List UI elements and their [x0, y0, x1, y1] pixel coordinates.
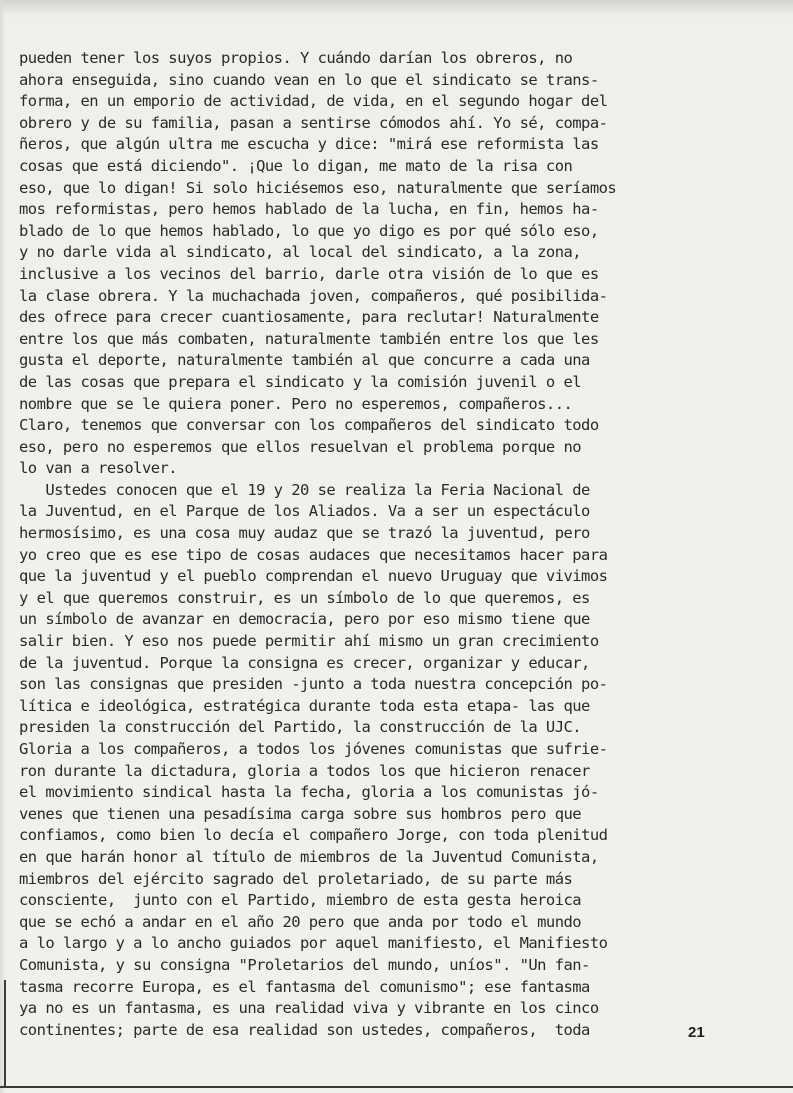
- text-line: mos reformistas, pero hemos hablado de la lucha, en fin, hemos ha-: [19, 200, 599, 219]
- text-line: la Juventud, en el Parque de los Aliados. Va a ser un espectáculo: [19, 502, 590, 521]
- text-line: forma, en un emporio de actividad, de vida, en el segundo hogar del: [19, 92, 608, 111]
- text-line: cosas que está diciendo". ¡Que lo digan, me mato de la risa con: [19, 156, 573, 175]
- page-top-shadow: [0, 0, 793, 14]
- text-line: yo creo que es ese tipo de cosas audaces que necesitamos hacer para: [19, 545, 608, 564]
- text-line: Gloria a los compañeros, a todos los jóvenes comunistas que sufrie-: [19, 740, 608, 758]
- text-line: pueden tener los suyos propios. Y cuándo darían los obreros, no: [19, 49, 573, 67]
- page-left-edge: [0, 0, 6, 1093]
- text-line: obrero y de su familia, pasan a sentirse cómodos ahí. Yo sé, compa-: [19, 113, 608, 132]
- text-line: en que harán honor al título de miembros de la Juventud Comunista,: [19, 847, 599, 866]
- page-corner-vertical-rule: [4, 980, 6, 1088]
- text-line: consciente, junto con el Partido, miembro de esta gesta heroica: [19, 891, 582, 910]
- text-line: tasma recorre Europa, es el fantasma del comunismo"; ese fantasma: [19, 977, 590, 996]
- text-line: y no darle vida al sindicato, al local del sindicato, a la zona,: [19, 243, 582, 262]
- text-line: confiamos, como bien lo decía el compañero Jorge, con toda plenitud: [19, 826, 608, 845]
- text-line: eso, que lo digan! Si solo hiciésemos eso, naturalmente que seríamos: [19, 178, 617, 197]
- text-line: son las consignas que presiden -junto a toda nuestra concepción po-: [19, 675, 608, 694]
- text-line: eso, pero no esperemos que ellos resuelvan el problema porque no: [19, 437, 582, 456]
- text-line: que se echó a andar en el año 20 pero que anda por todo el mundo: [19, 912, 582, 931]
- text-line: de las cosas que prepara el sindicato y la comisión juvenil o el: [19, 372, 582, 391]
- text-line: hermosísimo, es una cosa muy audaz que se trazó la juventud, pero: [19, 524, 590, 543]
- text-line: un símbolo de avanzar en democracia, pero por eso mismo tiene que: [19, 610, 590, 629]
- text-line: el movimiento sindical hasta la fecha, gloria a los comunistas jó-: [19, 783, 599, 802]
- text-line: miembros del ejército sagrado del proletariado, de su parte más: [19, 869, 573, 888]
- text-line: ya no es un fantasma, es una realidad viva y vibrante en los cinco: [19, 999, 599, 1018]
- text-line: y el que queremos construir, es un símbolo de lo que queremos, es: [19, 588, 590, 607]
- text-line: gusta el deporte, naturalmente también al que concurre a cada una: [19, 351, 590, 370]
- text-line: ahora enseguida, sino cuando vean en lo que el sindicato se trans-: [19, 70, 599, 89]
- text-line: nombre que se le quiera poner. Pero no esperemos, compañeros...: [19, 394, 573, 413]
- text-line: ñeros, que algún ultra me escucha y dice: "mirá ese reformista las: [19, 135, 599, 154]
- text-line: des ofrece para crecer cuantiosamente, para reclutar! Naturalmente: [19, 308, 599, 327]
- text-line: de la juventud. Porque la consigna es crecer, organizar y educar,: [19, 653, 590, 672]
- text-line: ron durante la dictadura, gloria a todos los que hicieron renacer: [19, 761, 590, 780]
- text-line: lítica e ideológica, estratégica durante toda esta etapa- las que: [19, 696, 590, 715]
- text-line: inclusive a los vecinos del barrio, darle otra visión de lo que es: [19, 264, 599, 283]
- text-line: a lo largo y a lo ancho guiados por aquel manifiesto, el Manifiesto: [19, 934, 608, 953]
- text-line: venes que tienen una pesadísima carga sobre sus hombros pero que: [19, 804, 582, 823]
- text-line: entre los que más combaten, naturalmente también entre los que les: [19, 329, 599, 348]
- text-line: Ustedes conocen que el 19 y 20 se realiza la Feria Nacional de: [19, 480, 590, 499]
- text-line: la clase obrera. Y la muchachada joven, compañeros, qué posibilida-: [19, 286, 608, 305]
- text-line: salir bien. Y eso nos puede permitir ahí mismo un gran crecimiento: [19, 632, 599, 651]
- text-line: blado de lo que hemos hablado, lo que yo digo es por qué sólo eso,: [19, 221, 599, 240]
- text-line: continentes; parte de esa realidad son ustedes, compañeros, toda: [19, 1020, 590, 1039]
- page-bottom-rule: [0, 1086, 793, 1088]
- text-line: presiden la construcción del Partido, la construcción de la UJC.: [19, 718, 582, 737]
- body-text: [19, 48, 719, 1041]
- text-line: lo van a resolver.: [19, 459, 178, 478]
- text-line: Claro, tenemos que conversar con los compañeros del sindicato todo: [19, 416, 599, 435]
- text-line: que la juventud y el pueblo comprendan el nuevo Uruguay que vivimos: [19, 567, 608, 586]
- page-number: 21: [688, 1024, 705, 1041]
- text-line: Comunista, y su consigna "Proletarios del mundo, uníos". "Un fan-: [19, 955, 590, 974]
